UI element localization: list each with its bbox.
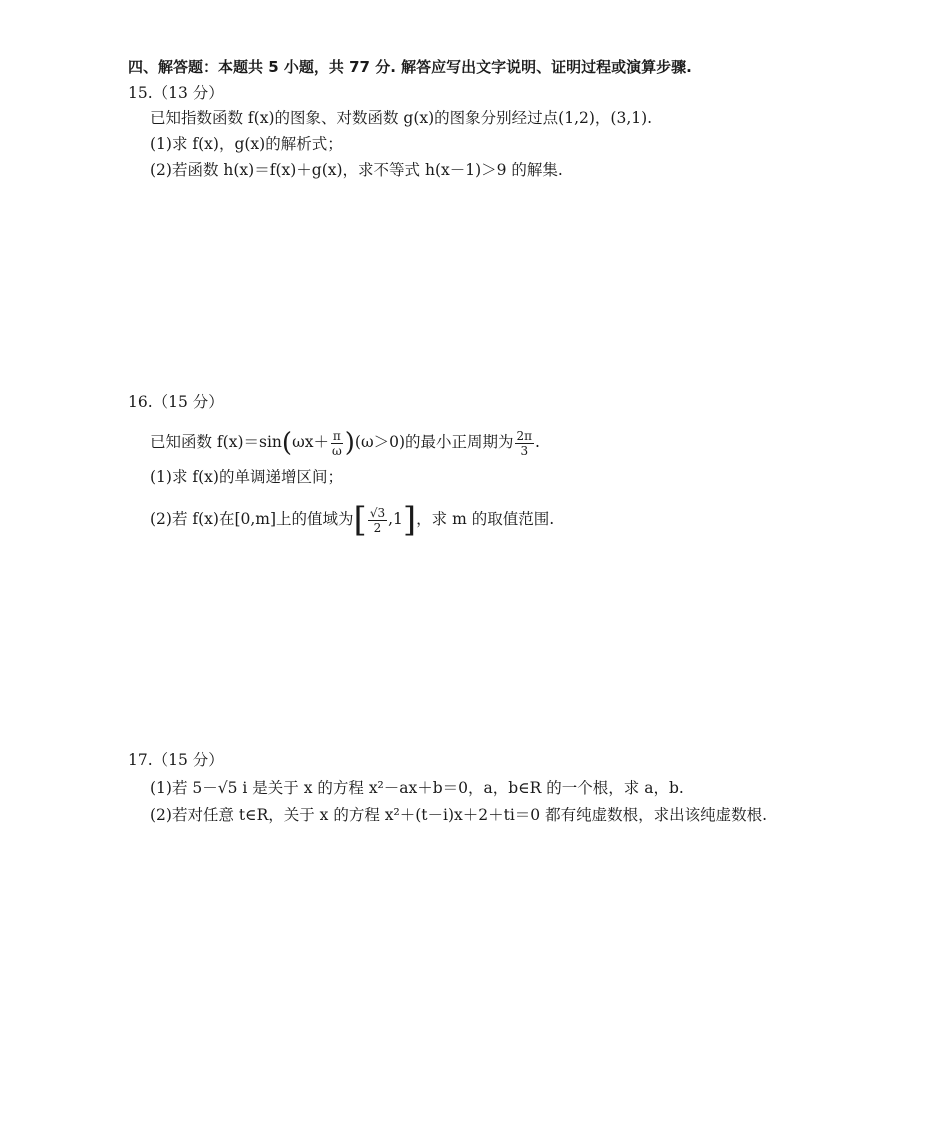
q16-stem-c: (ω＞0)的最小正周期为 <box>354 433 514 451</box>
right-paren: ) <box>344 428 355 458</box>
pi-over-omega-fraction <box>330 429 344 458</box>
q16-part1: (1)求 f(x)的单调递增区间； <box>150 468 343 486</box>
q15-part1: (1)求 f(x)，g(x)的解析式； <box>150 135 343 153</box>
q16-number: 16.（15 分） <box>128 393 224 411</box>
q17-number: 17.（15 分） <box>128 751 224 769</box>
q15-part2: (2)若函数 h(x)＝f(x)＋g(x)，求不等式 h(x－1)＞9 的解集. <box>150 161 563 179</box>
sqrt3-over-2-fraction <box>368 506 387 535</box>
sqrt3-denominator: 2 <box>373 520 382 535</box>
fraction-numerator: π <box>332 428 341 443</box>
period-numerator: 2π <box>516 428 533 443</box>
q16-part2-c: ，求 m 的取值范围. <box>416 510 555 528</box>
q16-part2-a: (2)若 f(x)在[0,m]上的值域为 <box>150 510 354 528</box>
q17-part2: (2)若对任意 t∈R，关于 x 的方程 x²＋(t－i)x＋2＋ti＝0 都有纯虚数根，求出该纯虚数根. <box>150 806 768 824</box>
q16-stem-a: 已知函数 f(x)＝sin <box>150 433 282 451</box>
sqrt3-numerator: √3 <box>369 505 386 520</box>
left-paren: ( <box>281 428 293 458</box>
left-bracket: [ <box>353 500 367 540</box>
right-bracket: ] <box>402 500 417 540</box>
q17-part1: (1)若 5－√5 i 是关于 x 的方程 x²－ax＋b＝0，a，b∈R 的一个根，求 a，b. <box>150 779 684 797</box>
q16-part2 <box>150 497 554 542</box>
q16-stem <box>150 422 540 463</box>
period-fraction <box>515 429 535 458</box>
q15-number: 15.（13 分） <box>128 84 224 102</box>
q15-stem: 已知指数函数 f(x)的图象、对数函数 g(x)的图象分别经过点(1,2)，(3,1). <box>150 109 653 127</box>
q16-stem-end: . <box>535 433 540 451</box>
section-heading: 四、解答题：本题共 5 小题，共 77 分. 解答应写出文字说明、证明过程或演算步骤. <box>128 58 692 76</box>
fraction-denominator: ω <box>331 443 342 458</box>
q16-stem-b: ωx＋ <box>292 433 329 451</box>
q16-part2-b: ,1 <box>388 510 403 528</box>
period-denominator: 3 <box>520 443 529 458</box>
